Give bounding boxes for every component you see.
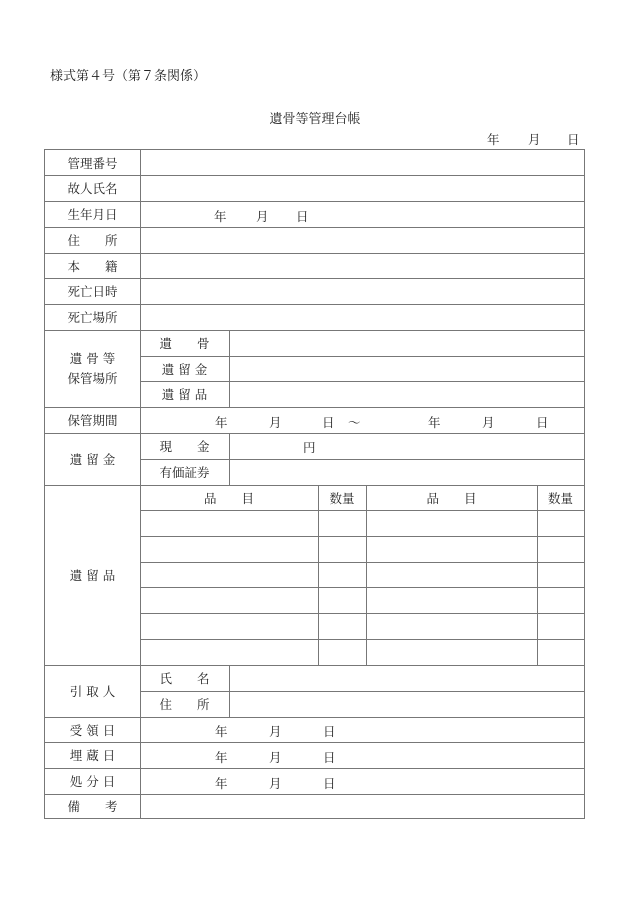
period-end-year: 年 (428, 415, 441, 430)
birth-month-glyph: 月 (256, 209, 269, 224)
period-start-month: 月 (269, 415, 282, 430)
disposal-day: 日 (323, 776, 336, 791)
label-burial-date: 埋 蔵 日 (69, 748, 116, 763)
header-item-1: 品 目 (203, 490, 254, 506)
label-storage-place (45, 330, 140, 407)
period-end-day: 日 (536, 415, 549, 430)
label-left-money: 遺 留 金 (69, 452, 116, 467)
header-date-day: 日 (567, 132, 580, 147)
label-receipt-date: 受 領 日 (69, 722, 116, 738)
label-management-number: 管理番号 (67, 155, 118, 171)
period-start-day: 日 (322, 415, 335, 430)
label-left-items-place: 遺 留 品 (161, 387, 208, 402)
label-domicile: 本 籍 (67, 258, 118, 274)
label-deceased-name: 故人氏名 (67, 181, 118, 196)
receipt-month: 月 (269, 724, 282, 739)
divider (366, 485, 367, 665)
header-item-2: 品 目 (426, 490, 477, 506)
label-receiver-address: 住 所 (159, 697, 210, 712)
document-title: 遺骨等管理台帳 (269, 112, 361, 127)
header-quantity-1: 数量 (329, 490, 355, 506)
receipt-year: 年 (215, 724, 228, 739)
burial-month: 月 (269, 750, 282, 765)
yen-unit: 円 (303, 440, 316, 455)
ledger-table (44, 149, 585, 819)
label-receiver-name: 氏 名 (159, 671, 210, 686)
form-number: 様式第４号（第７条関係） (50, 69, 207, 84)
divider (229, 330, 230, 407)
birth-day-glyph: 日 (296, 209, 309, 224)
disposal-year: 年 (215, 776, 228, 791)
label-remarks: 備 考 (67, 799, 118, 814)
label-storage-place-line2: 保管場所 (67, 370, 118, 386)
label-disposal-date: 処 分 日 (69, 774, 116, 789)
label-left-items: 遺 留 品 (69, 568, 116, 583)
label-remains: 遺 骨 (159, 336, 210, 351)
label-cash: 現 金 (159, 439, 210, 454)
header-date-year: 年 (487, 132, 500, 147)
label-death-datetime: 死亡日時 (67, 284, 118, 299)
label-storage-period: 保管期間 (67, 413, 118, 428)
header-date-month: 月 (528, 132, 541, 147)
divider (318, 485, 319, 665)
receipt-day: 日 (323, 724, 336, 739)
label-storage-place-line1: 遺 骨 等 (69, 350, 116, 366)
birth-year-glyph: 年 (214, 209, 227, 224)
divider (537, 485, 538, 665)
period-start-year: 年 (215, 415, 228, 430)
header-quantity-2: 数量 (547, 490, 573, 506)
label-death-place: 死亡場所 (67, 310, 118, 325)
period-end-month: 月 (482, 415, 495, 430)
burial-day: 日 (323, 750, 336, 765)
label-securities: 有価証券 (159, 465, 210, 480)
disposal-month: 月 (269, 776, 282, 791)
period-tilde: ～ (348, 415, 361, 430)
label-address: 住 所 (67, 233, 118, 248)
burial-year: 年 (215, 750, 228, 765)
label-birth-date: 生年月日 (67, 207, 118, 222)
label-left-money-place: 遺 留 金 (161, 361, 208, 377)
label-receiver: 引 取 人 (69, 684, 116, 699)
